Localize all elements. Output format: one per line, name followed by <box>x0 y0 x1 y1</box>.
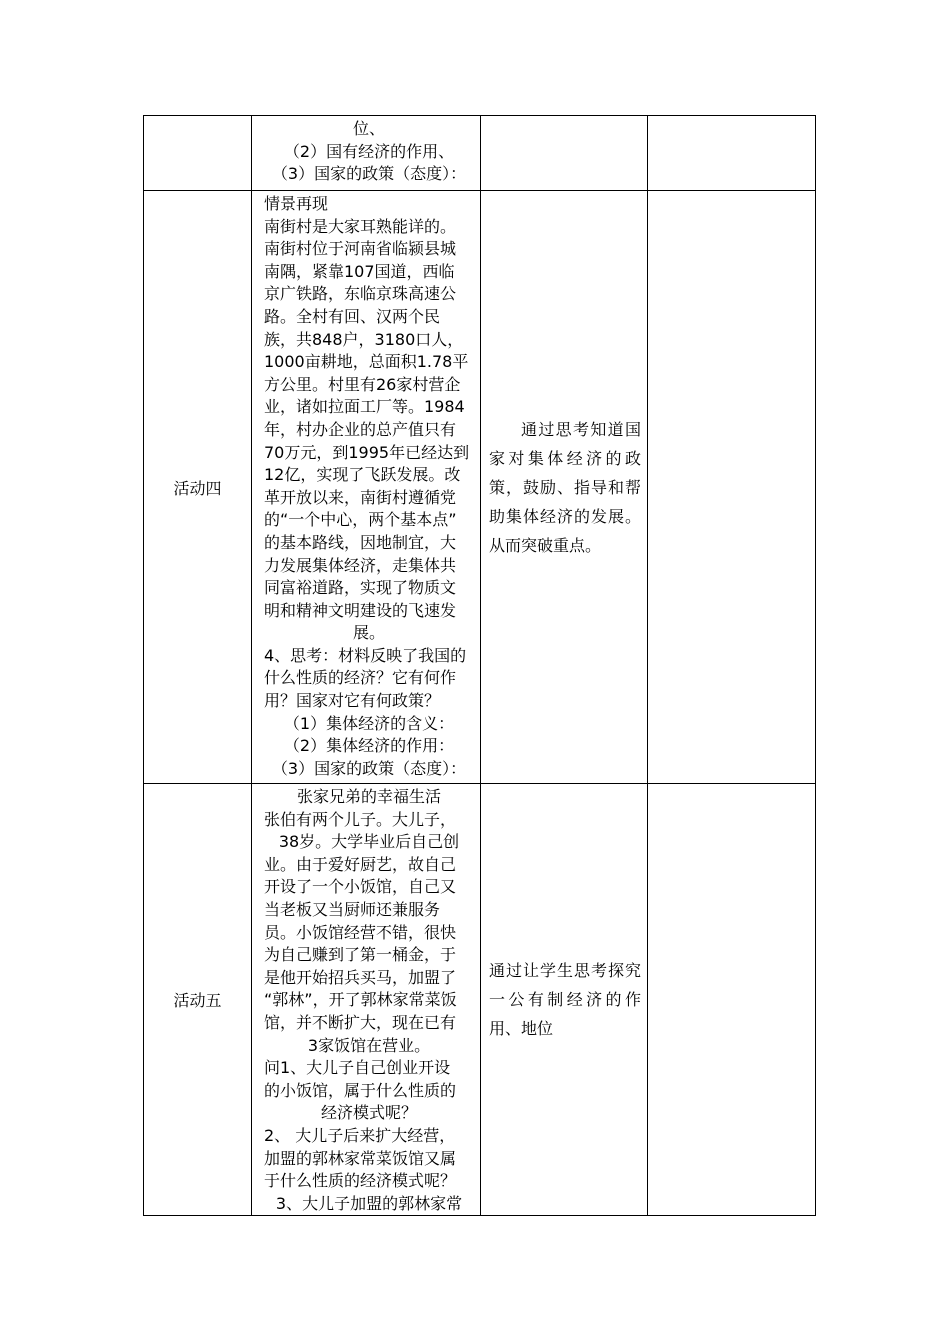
activity-cell: 活动四 <box>144 191 252 784</box>
content-line: 是他开始招兵买马，加盟了 <box>264 967 457 987</box>
content-line: 南街村是大家耳熟能详的。 <box>264 216 457 236</box>
content-line: 南街村位于河南省临颍县城 <box>264 239 457 259</box>
content-line: （3）国家的政策（态度）： <box>271 164 467 184</box>
content-line: 力发展集体经济，走集体共 <box>264 555 457 575</box>
content-line: 情景再现 <box>264 194 329 213</box>
content-line: 3家饭馆在营业。 <box>307 1035 431 1055</box>
content-line: 2、 大儿子后来扩大经营， <box>264 1125 456 1145</box>
content-line: 族，共848户，3180口人， <box>264 329 464 349</box>
notes-cell <box>648 116 816 191</box>
content-line: 京广铁路，东临京珠高速公 <box>264 284 457 304</box>
purpose-text: 通过让学生思考探究一公有制经济的作用、地位 <box>489 961 641 1039</box>
content-line: 路。全村有回、汉两个民 <box>264 306 441 326</box>
activity-cell <box>144 116 252 191</box>
activity-cell: 活动五 <box>144 784 252 1216</box>
content-line: 什么性质的经济？它有何作 <box>264 668 457 688</box>
purpose-cell <box>481 784 648 1216</box>
content-line: （3）国家的政策（态度）： <box>271 758 467 778</box>
content-cell <box>252 784 481 1216</box>
content-line: 业，诸如拉面工厂等。1984 <box>264 397 465 417</box>
content-line: （1）集体经济的含义： <box>283 713 455 733</box>
lesson-plan-table <box>143 115 816 1216</box>
content-cell <box>252 116 481 191</box>
content-line: 明和精神文明建设的飞速发 <box>264 600 457 620</box>
content-line: 的小饭馆，属于什么性质的 <box>264 1080 457 1100</box>
purpose-text: 通过思考知道国家对集体经济的政策，鼓励、指导和帮助集体经济的发展。从而突破重点。 <box>489 419 641 555</box>
content-line: 3、大儿子加盟的郭林家常 <box>275 1193 463 1213</box>
content-cell <box>252 191 481 784</box>
content-line: 4、思考：材料反映了我国的 <box>264 645 467 665</box>
notes-cell <box>648 784 816 1216</box>
table-row <box>144 784 816 1216</box>
content-line: 方公里。村里有26家村营企 <box>264 374 461 394</box>
content-line: 1000亩耕地，总面积1.78平 <box>264 352 469 372</box>
content-line: 问1、大儿子自己创业开设 <box>264 1058 451 1078</box>
table-row <box>144 116 816 191</box>
content-line: 的基本路线，因地制宜，大 <box>264 532 457 552</box>
content-line: 12亿，实现了飞跃发展。改 <box>264 465 461 485</box>
notes-cell <box>648 191 816 784</box>
content-line: 加盟的郭林家常菜饭馆又属 <box>264 1148 457 1168</box>
content-line: 同富裕道路，实现了物质文 <box>264 578 457 598</box>
content-line: 年，村办企业的总产值只有 <box>264 419 457 439</box>
purpose-cell <box>481 191 648 784</box>
content-line: 于什么性质的经济模式呢？ <box>264 1171 457 1191</box>
content-line: 位、 <box>352 119 385 138</box>
content-line: 张家兄弟的幸福生活 <box>296 787 441 806</box>
content-line: “郭林”，开了郭林家常菜饭 <box>264 990 457 1010</box>
content-line: 的“一个中心，两个基本点” <box>264 510 457 530</box>
content-line: （2）国有经济的作用、 <box>283 141 455 161</box>
content-line: 为自己赚到了第一桶金，于 <box>264 945 457 965</box>
content-line: 开设了一个小饭馆，自己又 <box>264 877 457 897</box>
purpose-cell <box>481 116 648 191</box>
content-line: 馆，并不断扩大，现在已有 <box>264 1012 457 1032</box>
content-line: 38岁。大学毕业后自己创 <box>278 832 460 852</box>
content-line: 展。 <box>352 623 385 643</box>
content-line: 经济模式呢？ <box>320 1103 417 1123</box>
table-row <box>144 191 816 784</box>
content-line: 业。由于爱好厨艺，故自己 <box>264 854 457 874</box>
content-line: 南隅，紧靠107国道，西临 <box>264 261 455 281</box>
content-line: 革开放以来，南街村遵循党 <box>264 487 457 507</box>
content-line: 张伯有两个儿子。大儿子， <box>264 809 457 829</box>
content-line: 用？国家对它有何政策？ <box>264 691 441 711</box>
content-line: 当老板又当厨师还兼服务 <box>264 899 441 919</box>
content-line: （2）集体经济的作用： <box>283 736 455 756</box>
content-line: 70万元，到1995年已经达到 <box>264 442 470 462</box>
content-line: 员。小饭馆经营不错，很快 <box>264 922 457 942</box>
